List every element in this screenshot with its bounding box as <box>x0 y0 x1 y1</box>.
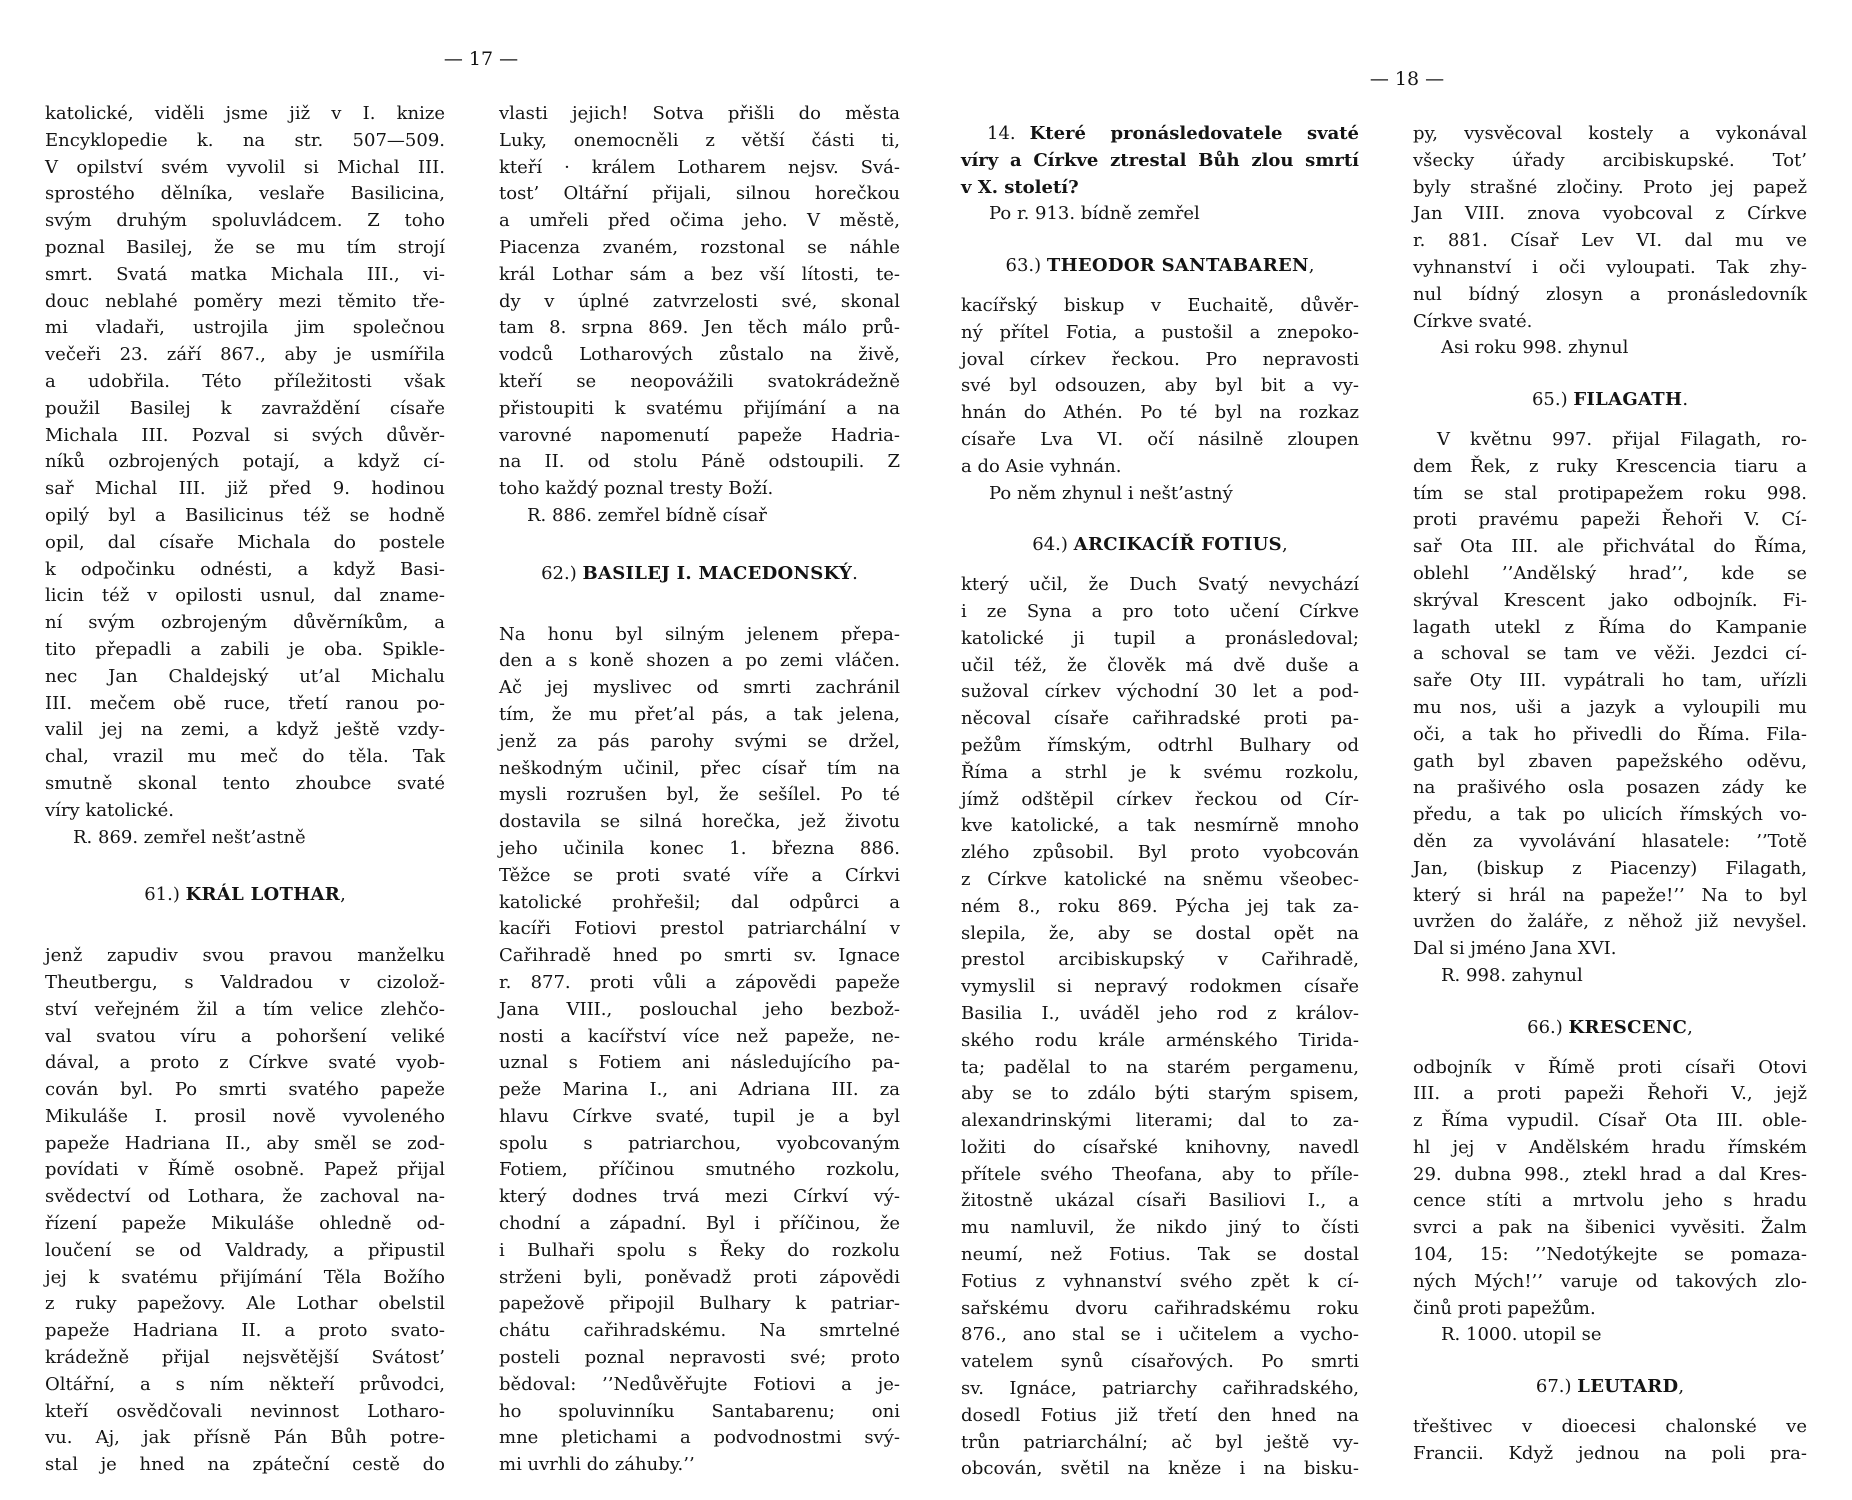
text-line: Encyklopedie k. na str. 507—509. <box>45 129 445 151</box>
text-line: toho každý poznal tresty Boží. <box>499 478 774 500</box>
text-line: děn za vyvolávání hlasatele: ’’Totě <box>1413 830 1807 852</box>
text-line: ského rodu krále arménského Tirida- <box>961 1029 1359 1051</box>
text-line: na prašivého osla posazen zády ke <box>1413 777 1807 799</box>
text-line: dosedl Fotius již třetí den hned na <box>961 1404 1359 1426</box>
section-heading <box>499 561 900 588</box>
text-line: Cařihradě hned po smrti sv. Ignace <box>499 945 900 967</box>
text-line: slepila, že, aby se dostal opět na <box>961 922 1359 944</box>
text-line: činů proti papežům. <box>1413 1297 1596 1319</box>
text-line: tito přepadli a zabili je oba. Spikle- <box>45 638 445 660</box>
paragraph <box>499 101 900 503</box>
heading-punctuation: , <box>340 884 346 906</box>
death-note: Po něm zhynul i nešt’astný <box>989 482 1233 504</box>
text-line: kve katolické, a tak nesmírně mnoho <box>961 815 1359 837</box>
text-line: přítele svého Theofana, aby to příle- <box>961 1163 1359 1185</box>
text-line: svým druhým spoluvládcem. Z toho <box>45 210 445 232</box>
death-note: R. 869. zemřel nešt’astně <box>73 826 306 848</box>
text-line: r. 877. proti vůli a zápovědi papeže <box>499 971 900 993</box>
text-line: Basilia I., uváděl jeho rod z králov- <box>961 1002 1359 1024</box>
text-line: sař Ota III. ale přichvátal do Říma, <box>1413 536 1807 558</box>
text-line: neumí, než Fotius. Tak se dostal <box>961 1244 1359 1266</box>
text-line: py, vysvěcoval kostely a vykonával <box>1413 123 1807 144</box>
text-line: přistoupiti k svatému přijímání a na <box>499 397 900 419</box>
text-line: dostavila se silná horečka, jež životu <box>499 811 900 833</box>
text-line: tím, že mu přet’al pás, a tak jelena, <box>499 703 900 725</box>
text-line: gath byl zbaven papežského oděvu, <box>1413 750 1807 772</box>
paragraph <box>1413 1414 1807 1468</box>
paragraph <box>1413 121 1807 335</box>
section-heading <box>1413 1374 1807 1401</box>
text-line: ta; padělal to na starém pergamenu, <box>961 1056 1359 1078</box>
section-heading <box>961 253 1359 280</box>
text-line: alexandrinskými literami; dal to za- <box>961 1110 1359 1132</box>
heading-punctuation: . <box>1682 389 1689 411</box>
heading-number: 67.) <box>1535 1376 1572 1398</box>
heading-punctuation: , <box>1678 1376 1685 1398</box>
page-18-column-2 <box>1413 121 1807 1468</box>
text-line: mu nos, uši a jazyk a vyloupili mu <box>1413 696 1807 718</box>
text-line: Říma a strhl je k svému rozkolu, <box>961 761 1359 783</box>
text-line: povídati v Římě osobně. Papež přijal <box>45 1159 445 1181</box>
text-line: učil též, že člověk má dvě duše a <box>961 654 1359 676</box>
text-line: kteří se neopovážili svatokrádežně <box>499 370 900 392</box>
death-note: R. 1000. utopil se <box>1441 1324 1602 1346</box>
text-line: katolické ji tupil a pronásledoval; <box>961 627 1359 649</box>
text-line: hl jej v Andělském hradu římském <box>1413 1136 1807 1158</box>
text-line: oblehl ’’Andělský hrad’’, kde se <box>1413 562 1807 584</box>
text-line: mi vladaři, ustrojila jim společnou <box>45 317 445 339</box>
text-line: a schoval se tam ve věži. Jezdci cí- <box>1413 643 1807 665</box>
text-line: jenž za pás parohy svými se držel, <box>499 730 900 752</box>
text-line: oči, a tak ho přivedli do Říma. Fila- <box>1413 723 1807 745</box>
page-18-column-1 <box>961 121 1359 1483</box>
question-number: 14. <box>987 123 1016 144</box>
text-line: vu. Aj, jak přísně Pán Bůh potre- <box>45 1427 445 1449</box>
question-text: Které pronásledovatele svaté <box>1029 123 1359 144</box>
text-line: Jan VIII. znova vyobcoval z Církve <box>1413 203 1807 225</box>
text-line: Luky, onemocněli z větší části ti, <box>499 129 900 151</box>
text-line: dával, a proto z Církve svaté vyob- <box>45 1052 445 1074</box>
paragraph <box>961 572 1359 1483</box>
text-line: III. mečem obě ruce, třetí ranou po- <box>45 692 445 714</box>
text-line: císaře Lva VI. očí násilně zloupen <box>961 428 1359 450</box>
paragraph <box>45 101 445 825</box>
text-line: 104, 15: ’’Nedotýkejte se pomaza- <box>1413 1244 1807 1266</box>
text-line: z Říma vypudil. Císař Ota III. oble- <box>1413 1110 1807 1132</box>
text-line: III. a proti papeži Řehoři V., jejž <box>1413 1083 1807 1105</box>
heading-number: 63.) <box>1005 255 1042 277</box>
text-line: i Bulhaři spolu s Řeky do rozkolu <box>499 1239 900 1261</box>
heading-number: 66.) <box>1527 1016 1563 1038</box>
text-line: skrýval Krescent jako odbojník. Fi- <box>1413 589 1807 611</box>
text-line: třeštivec v dioecesi chalonské ve <box>1413 1416 1807 1438</box>
text-line: aby se to zdálo býti starým spisem, <box>961 1083 1359 1105</box>
text-line: zlého způsobil. Byl proto vyobcován <box>961 842 1359 864</box>
text-line: hlavu Církve svaté, tupil je a byl <box>499 1105 900 1127</box>
text-line: opilý byl a Basilicinus též se hodně <box>45 504 445 526</box>
text-line: řízení papeže Mikuláše ohledně od- <box>45 1213 445 1235</box>
text-line: a umřeli před očima jeho. V městě, <box>499 210 900 232</box>
text-line: ný přítel Fotia, a pustošil a znepoko- <box>961 321 1359 343</box>
text-line: Fotiem, příčinou smutného rozkolu, <box>499 1159 900 1181</box>
text-line: varovné napomenutí papeže Hadria- <box>499 424 900 446</box>
death-note: R. 998. zahynul <box>1441 964 1583 986</box>
text-line: dem Řek, z ruky Krescencia tiaru a <box>1413 455 1807 477</box>
text-line: odbojník v Římě proti císaři Otovi <box>1413 1056 1807 1078</box>
text-line: Fotius z vyhnanství svého zpět k cí- <box>961 1270 1359 1292</box>
text-line: mu namluvil, že nikdo jiný to čísti <box>961 1217 1359 1239</box>
text-line: stal je hned na zpáteční cestě do <box>45 1454 445 1476</box>
text-line: vodců Lotharových zůstalo na živě, <box>499 344 900 366</box>
text-line: a do Asie vyhnán. <box>961 455 1122 477</box>
text-line: tím se stal protipapežem roku 998. <box>1413 482 1807 504</box>
text-line: posteli poznal nepravosti své; proto <box>499 1347 900 1369</box>
question-text: v X. století? <box>961 176 1079 198</box>
text-line: kteří · králem Lotharem nejsv. Svá- <box>499 156 900 178</box>
text-line: Na honu byl silným jelenem přepa- <box>499 623 900 645</box>
text-line: vyhnanství i oči vyloupati. Tak zhy- <box>1413 256 1807 278</box>
page-17-column-2 <box>499 101 900 1479</box>
text-line: kacíři Fotiovi prestol patriarchální v <box>499 918 900 940</box>
text-line: předu, a tak po ulicích římských vo- <box>1413 804 1807 826</box>
text-line: jej k svatému přijímání Těla Božího <box>45 1266 445 1288</box>
text-line: proti pravému papeži Řehoři V. Cí- <box>1413 509 1807 531</box>
text-line: V opilství svém vyvolil si Michal III. <box>45 156 445 178</box>
paragraph <box>961 293 1359 481</box>
text-line: který si hrál na papeže!’’ Na to byl <box>1413 884 1807 906</box>
text-line: krádežně přijal nejsvětější Svátost’ <box>45 1347 445 1369</box>
text-line: cence stíti a mrtvolu jeho s hradu <box>1413 1190 1807 1212</box>
text-line: 876., ano stal se i učitelem a vycho- <box>961 1324 1359 1346</box>
heading-number: 65.) <box>1531 389 1568 411</box>
paragraph <box>45 943 445 1479</box>
text-line: Církve svaté. <box>1413 310 1533 332</box>
text-line: nec Jan Chaldejský ut’al Michalu <box>45 665 445 687</box>
text-line: ho spoluvinníku Santabarenu; oni <box>499 1400 900 1422</box>
heading-number: 62.) <box>541 562 577 584</box>
text-line: katolické, viděli jsme již v I. knize <box>45 103 445 124</box>
text-line: vatelem synů císařových. Po smrti <box>961 1351 1359 1373</box>
text-line: kteří osvědčovali nevinnost Lotharo- <box>45 1400 445 1422</box>
heading-name: KRESCENC <box>1568 1016 1688 1038</box>
text-line: sužoval církev východní 30 let a pod- <box>961 681 1359 703</box>
text-line: joval církev řeckou. Pro nepravosti <box>961 348 1359 370</box>
text-line: peže Marina I., ani Adriana III. za <box>499 1079 900 1101</box>
text-line: nul bídný zlosyn a pronásledovník <box>1413 283 1807 305</box>
text-line: ní svým ozbrojeným důvěrníkům, a <box>45 612 445 634</box>
section-heading <box>45 882 445 909</box>
text-line: a udobřila. Této příležitosti však <box>45 370 445 392</box>
death-note: Po r. 913. bídně zemřel <box>989 203 1200 225</box>
death-note: Asi roku 998. zhynul <box>1441 337 1629 359</box>
paragraph <box>1413 427 1807 963</box>
question-line <box>961 175 1359 202</box>
text-line: večeři 23. září 867., aby je usmířila <box>45 344 445 366</box>
text-line: loučení se od Valdrady, a připustil <box>45 1239 445 1261</box>
text-line: na II. od stolu Páně odstoupili. Z <box>499 451 900 473</box>
text-line: král Lothar sám a bez vší lítosti, te- <box>499 263 900 285</box>
section-heading <box>1413 387 1807 414</box>
heading-number: 64.) <box>1032 534 1068 556</box>
text-line: dy v úplné zatvrzelosti své, skonal <box>499 290 900 312</box>
text-line: cován byl. Po smrti svatého papeže <box>45 1079 445 1101</box>
text-line: z Církve katolické na sněmu všeobec- <box>961 868 1359 890</box>
text-line: Piacenza zvaném, rozstonal se náhle <box>499 236 900 258</box>
text-line: spolu s patriarchou, vyobcovaným <box>499 1132 900 1154</box>
section-heading <box>1413 1015 1807 1042</box>
text-line: svědectví od Lothara, že zachoval na- <box>45 1186 445 1208</box>
text-line: obcován, světil na kněze i na bisku- <box>961 1458 1359 1480</box>
text-line: mysli rozrušen byl, že sešílel. Po té <box>499 784 900 806</box>
question-line <box>961 148 1359 175</box>
text-line: Mikuláše I. prosil nově vyvoleného <box>45 1105 445 1127</box>
text-line: douc neblahé poměry mezi těmito tře- <box>45 290 445 312</box>
text-line: chátu cařihradskému. Na smrtelné <box>499 1320 900 1342</box>
text-line: který učil, že Duch Svatý nevychází <box>961 574 1359 596</box>
heading-name: BASILEJ I. MACEDONSKÝ <box>582 562 853 584</box>
text-line: jímž odštěpil církev řeckou od Cír- <box>961 788 1359 810</box>
text-line: všecky úřady arcibiskupské. Tot’ <box>1413 149 1807 171</box>
text-line: lagath utekl z Říma do Kampanie <box>1413 616 1807 638</box>
text-line: byly strašné zločiny. Proto jej papež <box>1413 176 1807 198</box>
text-line: tam 8. srpna 869. Jen těch málo prů- <box>499 317 900 339</box>
text-line: neškodným učinil, přec císař tím na <box>499 757 900 779</box>
text-line: hnán do Athén. Po té byl na rozkaz <box>961 402 1359 424</box>
heading-name: FILAGATH <box>1573 389 1683 411</box>
text-line: z ruky papežovy. Ale Lothar obelstil <box>45 1293 445 1315</box>
text-line: Dal si jméno Jana XVI. <box>1413 938 1617 960</box>
text-line: r. 881. Císař Lev VI. dal mu ve <box>1413 230 1807 252</box>
text-line: použil Basilej k zavraždění císaře <box>45 397 445 419</box>
text-line: opil, dal císaře Michala do postele <box>45 531 445 553</box>
text-line: ných Mých!’’ varuje od takových zlo- <box>1413 1270 1807 1292</box>
text-line: sprostého dělníka, veslaře Basilicina, <box>45 183 445 205</box>
text-line: Jan, (biskup z Piacenzy) Filagath, <box>1413 857 1807 879</box>
text-line: mi uvrhli do záhuby.’’ <box>499 1454 695 1476</box>
text-line: katolické prohřešil; dal odpůrci a <box>499 891 900 913</box>
text-line: Francii. Když jednou na poli pra- <box>1413 1442 1807 1464</box>
text-line: chodní a západní. Byl i příčinou, že <box>499 1213 900 1235</box>
question-block <box>961 121 1359 201</box>
text-line: strženi byli, poněvadž proti zápovědi <box>499 1266 900 1288</box>
text-line: něcoval císaře cařihradské proti pa- <box>961 708 1359 730</box>
text-line: Ač jej myslivec od smrti zachránil <box>499 677 900 699</box>
text-line: vymyslil si nepravý rodokmen císaře <box>961 976 1359 998</box>
text-line: prestol arcibiskupský v Cařihradě, <box>961 949 1359 971</box>
paragraph <box>499 622 900 1480</box>
text-line: sařskému dvoru cařihradskému roku <box>961 1297 1359 1319</box>
heading-name: ARCIKACÍŘ FOTIUS <box>1073 534 1282 556</box>
death-note: R. 886. zemřel bídně císař <box>527 504 767 526</box>
text-line: sv. Ignáce, patriarchy cařihradského, <box>961 1378 1359 1400</box>
text-line: víry katolické. <box>45 799 175 821</box>
question-line <box>961 121 1359 148</box>
text-line: tost’ Oltářní přijali, silnou horečkou <box>499 183 900 205</box>
text-line: vlasti jejich! Sotva přišli do města <box>499 103 900 124</box>
page-number-left: — 17 — <box>443 48 519 70</box>
text-line: sař Michal III. již před 9. hodinou <box>45 478 445 500</box>
text-line: který dodnes trvá mezi Církví vý- <box>499 1186 900 1208</box>
text-line: smrt. Svatá matka Michala III., vi- <box>45 263 445 285</box>
text-line: nosti a kacířství více než papeže, ne- <box>499 1025 900 1047</box>
text-line: licin též v opilosti usnul, dal zname- <box>45 585 445 607</box>
text-line: val svatou víru a pohoršení veliké <box>45 1025 445 1047</box>
heading-punctuation: , <box>1281 534 1288 556</box>
text-line: uvržen do žaláře, z něhož již nevyšel. <box>1413 911 1807 933</box>
text-line: den a s koně shozen a po zemi vláčen. <box>499 650 900 672</box>
text-line: poznal Basilej, že se mu tím strojí <box>45 236 445 258</box>
heading-punctuation: . <box>852 562 858 584</box>
text-line: jenž zapudiv svou pravou manželku <box>45 945 445 967</box>
heading-punctuation: , <box>1308 255 1315 277</box>
text-line: ném 8., roku 869. Pýcha jej tak za- <box>961 895 1359 917</box>
paragraph <box>1413 1055 1807 1323</box>
text-line: svrci a pak na šibenici vyvěsiti. Žalm <box>1413 1217 1807 1239</box>
heading-name: KRÁL LOTHAR <box>185 884 341 906</box>
text-line: uznal s Fotiem ani následujícího pa- <box>499 1052 900 1074</box>
text-line: své byl odsouzen, aby byl bit a vy- <box>961 375 1359 397</box>
text-line: bědoval: ’’Nedůvěřujte Fotiovi a je- <box>499 1373 900 1395</box>
text-line: 29. dubna 998., ztekl hrad a dal Kres- <box>1413 1163 1807 1185</box>
text-line: Jana VIII., poslouchal jeho bezbož- <box>499 998 900 1020</box>
text-line: Michala III. Pozval si svých důvěr- <box>45 424 445 446</box>
question-text: víry a Církve ztrestal Bůh zlou smrtí <box>961 149 1359 171</box>
text-line: papeže Hadriana II., aby směl se zod- <box>45 1132 445 1154</box>
heading-punctuation: , <box>1687 1016 1693 1038</box>
heading-name: LEUTARD <box>1577 1376 1679 1398</box>
text-line: Oltářní, a s ním někteří průvodci, <box>45 1373 445 1395</box>
heading-number: 61.) <box>144 884 180 906</box>
text-line: papeže Hadriana II. a proto svato- <box>45 1320 445 1342</box>
text-line: smutně skonal tento zhoubce svaté <box>45 772 445 794</box>
text-line: saře Oty III. vypátrali ho tam, uřízli <box>1413 670 1807 692</box>
text-line: valil jej na zemi, a když ještě vzdy- <box>45 719 445 741</box>
text-line: k odpočinku odnésti, a když Basi- <box>45 558 445 580</box>
text-line: mne pletichami a podvodnostmi svý- <box>499 1427 900 1449</box>
heading-name: THEODOR SANTABAREN <box>1046 255 1309 277</box>
text-line: chal, vrazil mu meč do těla. Tak <box>45 746 445 768</box>
text-line: ství veřejném žil a tím velice zlehčo- <box>45 998 445 1020</box>
text-line: žitostně ukázal císaři Basiliovi I., a <box>961 1190 1359 1212</box>
section-heading <box>961 532 1359 559</box>
text-line: papežově připojil Bulhary k patriar- <box>499 1293 900 1315</box>
text-line: Theutbergu, s Valdradou v cizolož- <box>45 971 445 993</box>
text-line: ložiti do císařské knihovny, navedl <box>961 1136 1359 1158</box>
text-line: Těžce se proti svaté víře a Církvi <box>499 864 900 886</box>
text-line: pežům římským, odtrhl Bulhary od <box>961 734 1359 756</box>
text-line: níků ozbrojených potají, a když cí- <box>45 451 445 473</box>
page-17-column-1 <box>45 101 445 1479</box>
page-number-right: — 18 — <box>1369 68 1445 90</box>
text-line: trůn patriarchální; ač byl ještě vy- <box>961 1431 1359 1453</box>
text-line: V květnu 997. přijal Filagath, ro- <box>1437 428 1807 450</box>
text-line: kacířský biskup v Euchaitě, důvěr- <box>961 294 1359 316</box>
text-line: jeho učinila konec 1. března 886. <box>499 837 900 859</box>
text-line: i ze Syna a pro toto učení Církve <box>961 600 1359 622</box>
